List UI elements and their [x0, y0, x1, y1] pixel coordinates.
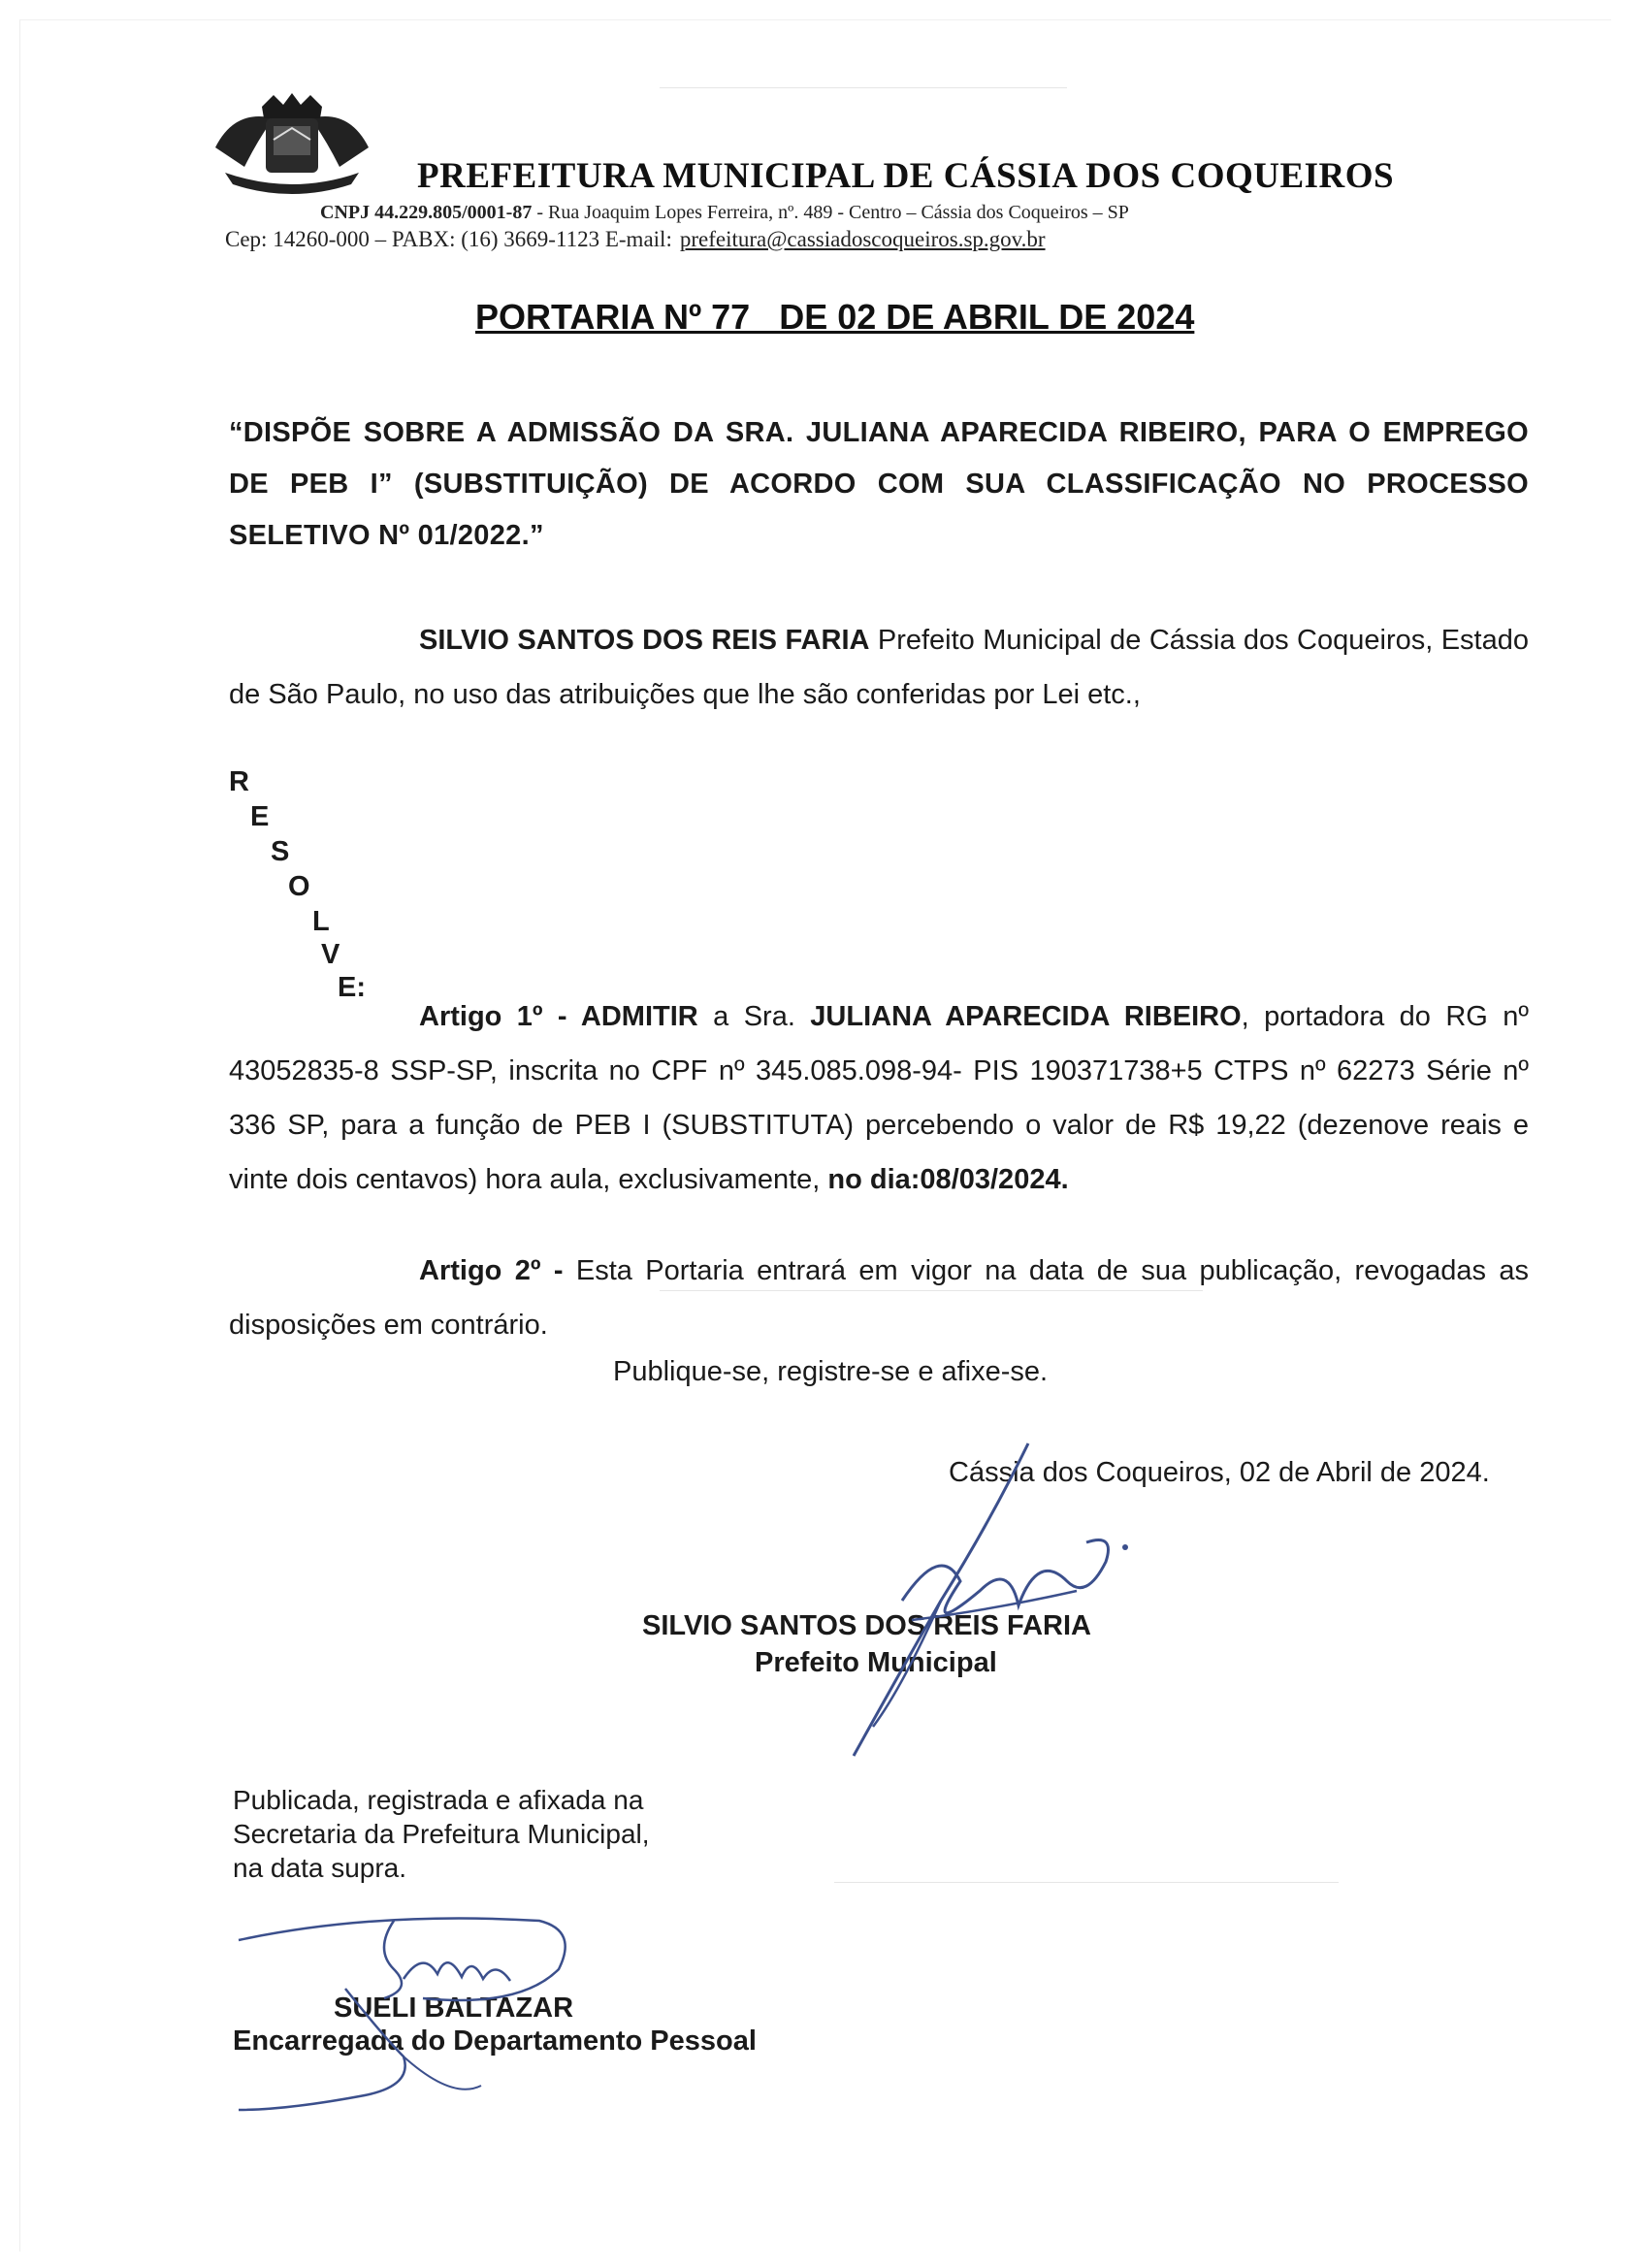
org-name: PREFEITURA MUNICIPAL DE CÁSSIA DOS COQUEIROS — [417, 156, 1395, 196]
scan-artifact — [660, 1290, 1203, 1291]
address-line-2 — [225, 227, 1046, 252]
signer-name: SILVIO SANTOS DOS REIS FARIA — [642, 1610, 1091, 1641]
art2-label: Artigo 2º - — [419, 1255, 564, 1286]
publique-line: Publique-se, registre-se e afixe-se. — [613, 1356, 1049, 1387]
resolve-letter: V — [321, 939, 340, 970]
intro-paragraph — [229, 613, 1529, 722]
art1-mid: a Sra. — [697, 1001, 811, 1032]
publication-note — [233, 1783, 650, 1885]
document-title: PORTARIA Nº 77 DE 02 DE ABRIL DE 2024 — [475, 297, 1195, 337]
email-link[interactable]: prefeitura@cassiadoscoqueiros.sp.gov.br — [679, 227, 1046, 251]
scan-artifact — [660, 87, 1067, 88]
art1-text: , portadora do RG nº 43052835-8 SSP-SP, inscrita no CPF nº 345.085.098-94- PIS 190371738+5 CTPS nº 62273 Série nº 336 SP, para a função de PEB I (SUBSTITUTA) percebendo o valor de R$ 19,22 (dezenove reais e vinte dois centavos) hora aula, exclusivamente, — [229, 1001, 1529, 1195]
resolve-letter: E — [250, 801, 270, 832]
signer2-role: Encarregada do Departamento Pessoal — [233, 2025, 757, 2057]
resolve-letter: R — [229, 766, 249, 797]
publication-line: Secretaria da Prefeitura Municipal, — [233, 1819, 650, 1849]
resolve-letter: L — [312, 906, 330, 937]
cnpj: CNPJ 44.229.805/0001-87 — [320, 202, 533, 223]
article-1 — [229, 989, 1529, 1207]
art1-date: no dia:08/03/2024. — [827, 1164, 1069, 1195]
art1-name: JULIANA APARECIDA RIBEIRO — [810, 1001, 1242, 1032]
place-date: Cássia dos Coqueiros, 02 de Abril de 2024. — [949, 1457, 1490, 1488]
cep-phone: Cep: 14260-000 – PABX: (16) 3669-1123 E-mail: — [225, 227, 672, 251]
publication-line: Publicada, registrada e afixada na — [233, 1785, 644, 1815]
intro-text: Prefeito Municipal de Cássia dos Coqueiros, Estado de São Paulo, no uso das atribuições que lhe são conferidas por Lei etc., — [229, 625, 1530, 710]
ementa: “DISPÕE SOBRE A ADMISSÃO DA SRA. JULIANA APARECIDA RIBEIRO, PARA O EMPREGO DE PEB I” (SUBSTITUIÇÃO) DE ACORDO COM SUA CLASSIFICAÇÃO NO PROCESSO SELETIVO Nº 01/2022.” — [229, 417, 1529, 551]
resolve-letter: E: — [338, 972, 366, 1003]
resolve-letter: O — [288, 871, 310, 902]
signer-role: Prefeito Municipal — [755, 1647, 997, 1678]
intro-name: SILVIO SANTOS DOS REIS FARIA — [419, 625, 870, 656]
scan-artifact — [834, 1882, 1339, 1883]
resolve-letter: S — [271, 836, 290, 867]
art1-label: Artigo 1º - ADMITIR — [419, 1001, 698, 1032]
publication-line: na data supra. — [233, 1853, 407, 1883]
signer2-name: SUELI BALTAZAR — [334, 1993, 574, 2024]
municipal-crest-icon — [206, 89, 378, 196]
art2-text: Esta Portaria entrará em vigor na data de sua publicação, revogadas as disposições em contrário. — [229, 1255, 1529, 1341]
address-line-1 — [320, 202, 1129, 224]
address-street: - Rua Joaquim Lopes Ferreira, nº. 489 - Centro – Cássia dos Coqueiros – SP — [532, 202, 1129, 223]
article-2 — [229, 1244, 1529, 1352]
